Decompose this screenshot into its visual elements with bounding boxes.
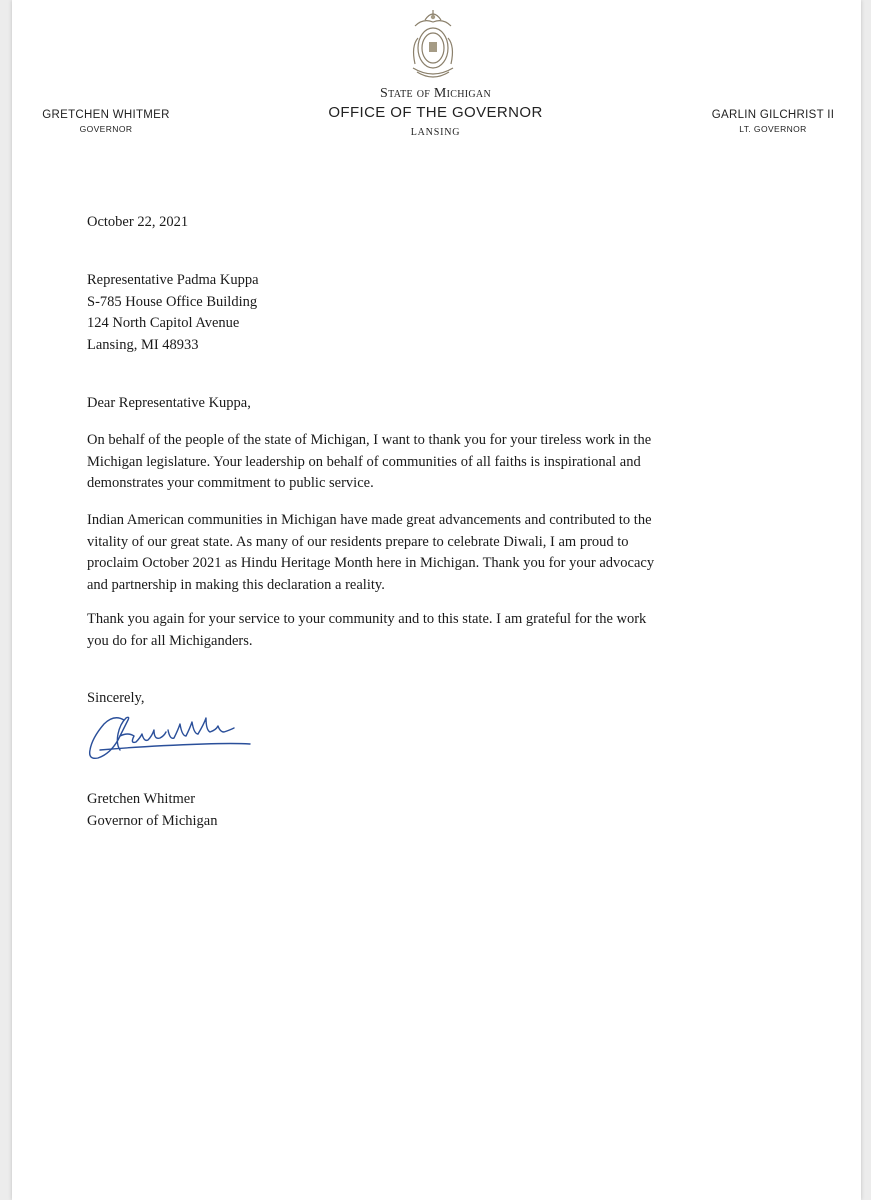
signer-title: Governor of Michigan: [87, 812, 218, 829]
signer-name: Gretchen Whitmer: [87, 791, 196, 807]
state-seal-icon: [403, 6, 463, 82]
signer-block: [87, 789, 217, 832]
paragraph-line: Michigan legislature. Your leadership on behalf of communities of all faiths is inspirational and: [87, 453, 641, 470]
paragraph-line: Indian American communities in Michigan have made great advancements and contributed to the: [87, 512, 652, 528]
lt-governor-title: LT. GOVERNOR: [739, 124, 807, 134]
paragraph-line: and partnership in making this declaration a reality.: [87, 576, 385, 593]
paragraph-line: Thank you again for your service to your community and to this state. I am grateful for the work: [87, 611, 647, 627]
body-paragraph-1: [87, 430, 651, 495]
closing: Sincerely,: [87, 690, 145, 706]
paragraph-line: vitality of our great state. As many of our residents prepare to celebrate Diwali, I am proud to: [87, 533, 629, 550]
lt-governor-name: GARLIN GILCHRIST II: [711, 109, 835, 121]
address-line: S-785 House Office Building: [87, 293, 258, 310]
lt-governor-block: [697, 109, 849, 134]
state-of-michigan-heading: State of Michigan: [380, 86, 491, 101]
letter-date: October 22, 2021: [87, 214, 189, 230]
governor-title: GOVERNOR: [79, 124, 133, 134]
governor-block: [30, 109, 182, 134]
letter-page: [12, 0, 861, 1200]
body-paragraph-2: [87, 510, 654, 596]
office-of-the-governor-heading: OFFICE OF THE GOVERNOR: [328, 104, 543, 121]
address-line: Lansing, MI 48933: [87, 336, 199, 353]
salutation: Dear Representative Kuppa,: [87, 395, 251, 411]
address-line: Representative Padma Kuppa: [87, 272, 259, 288]
body-paragraph-3: [87, 609, 646, 652]
recipient-address: [87, 270, 259, 356]
governor-name: GRETCHEN WHITMER: [42, 109, 170, 121]
paragraph-line: demonstrates your commitment to public service.: [87, 475, 374, 491]
paragraph-line: you do for all Michiganders.: [87, 632, 253, 649]
paragraph-line: On behalf of the people of the state of Michigan, I want to thank you for your tireless work in the: [87, 432, 652, 448]
signature-icon: [84, 710, 254, 766]
city-heading: LANSING: [410, 127, 461, 138]
address-line: 124 North Capitol Avenue: [87, 315, 240, 331]
paragraph-line: proclaim October 2021 as Hindu Heritage Month here in Michigan. Thank you for your advocacy: [87, 555, 655, 571]
